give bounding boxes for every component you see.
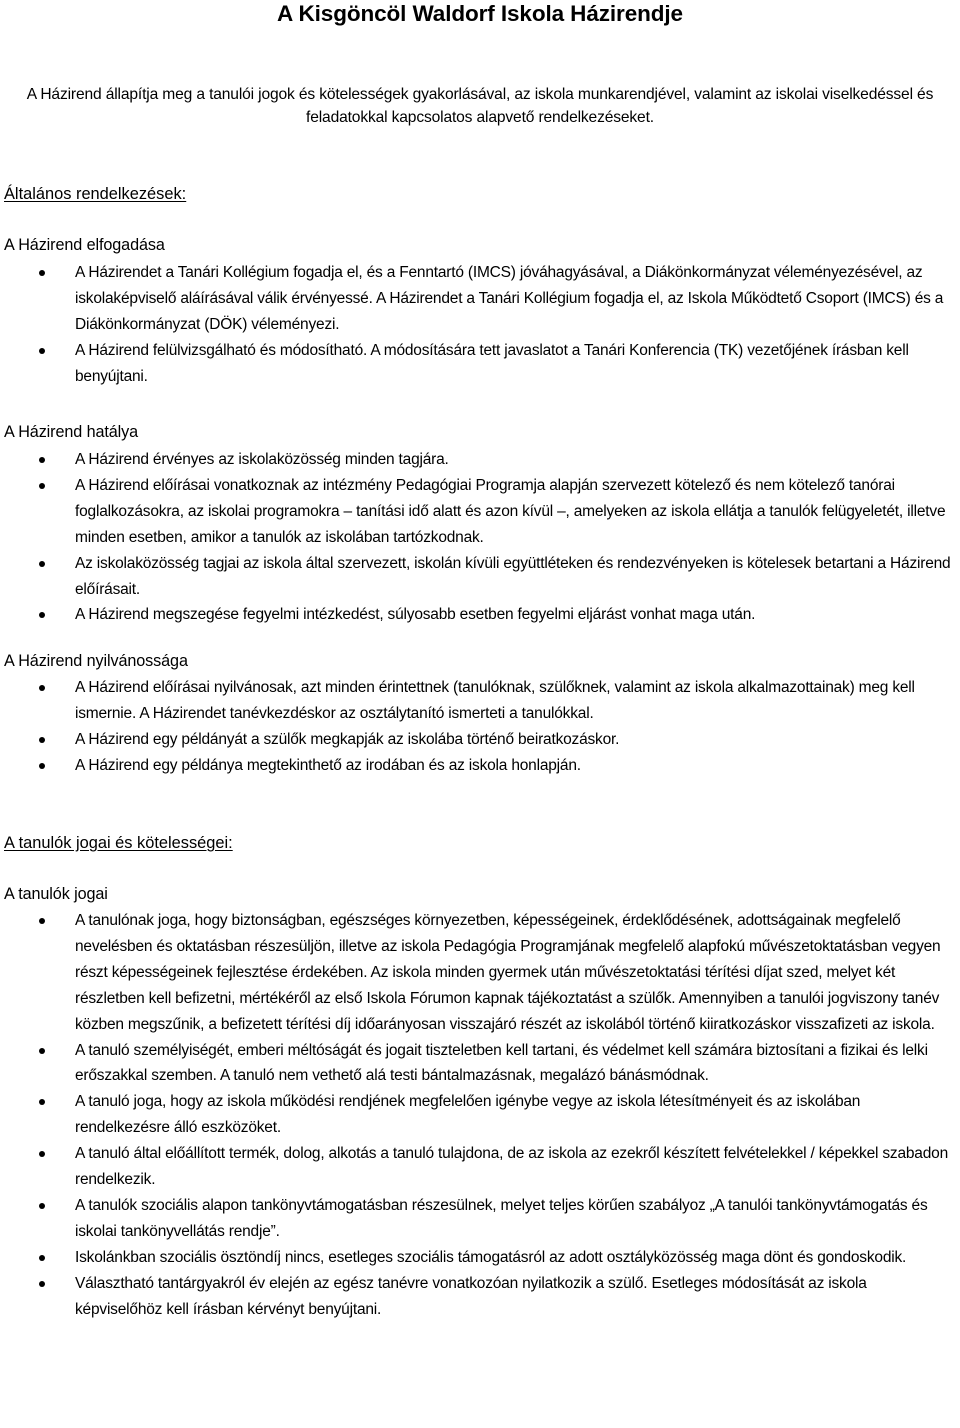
list-item-text: A Házirend érvényes az iskolaközösség minden tagjára. xyxy=(75,451,449,468)
list-item xyxy=(0,447,960,473)
bullet-icon xyxy=(39,1099,45,1105)
list-item xyxy=(0,1089,960,1141)
list-item xyxy=(0,675,960,727)
subheading-scope: A Házirend hatálya xyxy=(4,423,139,441)
list-item-text: A tanuló joga, hogy az iskola működési rendjének megfelelően igénybe vegye az iskola létesítményeit és az iskolában rendelkezésre álló eszközöket. xyxy=(75,1093,861,1137)
list-item-text: A Házirendet a Tanári Kollégium fogadja el, és a Fenntartó (IMCS) jóváhagyásával, a Diákönkormányzat véleményezésével, az iskolaképviselő aláírásával válik érvényessé. A Házirendet a Tanári Kollégium fogadja el, az Iskola Működtető Csoport (IMCS) és a Diákönkormányzat (DÖK) véleményezi. xyxy=(75,264,944,333)
bullet-icon xyxy=(39,348,45,354)
intro-paragraph: A Házirend állapítja meg a tanulói jogok és kötelességek gyakorlásával, az iskola munkarendjével, valamint az iskolai viselkedéssel és feladatokkal kapcsolatos alapvető rendelkezéseket. xyxy=(26,86,934,126)
bullet-icon xyxy=(39,1048,45,1054)
list-item-text: Iskolánkban szociális ösztöndíj nincs, esetleges szociális támogatásról az adott osztályközösség maga dönt és gondoskodik. xyxy=(75,1248,907,1266)
list-item xyxy=(0,727,960,753)
section-heading-general: Általános rendelkezések: xyxy=(4,185,187,203)
bullet-icon xyxy=(39,1203,45,1209)
list-item xyxy=(0,473,960,551)
bullet-icon xyxy=(39,918,45,924)
section-heading-student-rights: A tanulók jogai és kötelességei: xyxy=(4,834,233,852)
list-item-text: A Házirend előírásai vonatkoznak az intézmény Pedagógiai Programja alapján szervezett kötelező és nem kötelező tanórai foglalkozásokra, az iskolai programokra – tanítási idő alatt és azon kívül –, amelyeken az iskola ellátja a tanulók felügyeletét, illetve minden esetben, amikor a tanulók az iskolában tartózkodnak. xyxy=(75,476,946,546)
list-item-text: A tanulónak joga, hogy biztonságban, egészséges környezetben, képességeinek, érdeklődésének, adottságainak megfelelő nevelésben és oktatásban részesüljön, illetve az iskola Pedagógia Programjának megfelelő alapfokú művészetoktatásban vegyen részt képességeinek fejlesztése érdekében. Az iskola minden gyermek után művészetoktatási térítési díjat szed, melyet két részletben kell befizetni, mértékéről az első Iskola Fórumon kapnak tájékoztatást a szülők. Amennyiben a tanulói jogviszony tanév közben megszűnik, a befizetett térítési díj időarányosan visszajáró részét az iskolából történő kiiratkozáskor visszafizeti az iskola. xyxy=(75,912,941,1033)
list-item xyxy=(0,908,960,1038)
subheading-publicity: A Házirend nyilvánossága xyxy=(4,652,188,670)
list-publicity xyxy=(0,675,960,779)
list-rights xyxy=(0,908,960,1323)
bullet-icon xyxy=(39,612,45,618)
list-item xyxy=(0,1245,960,1271)
list-item xyxy=(0,753,960,779)
subheading-adoption: A Házirend elfogadása xyxy=(4,236,165,254)
list-item-text: A Házirend egy példánya megtekinthető az irodában és az iskola honlapján. xyxy=(75,756,581,774)
list-item-text: Az iskolaközösség tagjai az iskola által szervezett, iskolán kívüli együttléteken és rendezvényeken is kötelesek betartani a Házirend előírásait. xyxy=(75,554,951,598)
bullet-icon xyxy=(39,483,45,489)
list-item xyxy=(0,1038,960,1090)
list-scope xyxy=(0,447,960,628)
bullet-icon xyxy=(39,1151,45,1157)
list-item-text: A tanuló által előállított termék, dolog, alkotás a tanuló tulajdona, de az iskola az ezekről készített felvételekkel / képekkel szabadon rendelkezik. xyxy=(75,1145,948,1189)
bullet-icon xyxy=(39,1281,45,1287)
list-item-text: A tanulók szociális alapon tankönyvtámogatásban részesülnek, melyet teljes körűen szabályoz „A tanulói tankönyvtámogatás és iskolai tankönyvellátás rendje”. xyxy=(75,1196,928,1240)
list-item-text: A Házirend egy példányát a szülők megkapják az iskolába történő beiratkozáskor. xyxy=(75,730,620,748)
document-title: A Kisgöncöl Waldorf Iskola Házirendje xyxy=(277,1,683,26)
list-item xyxy=(0,551,960,603)
bullet-icon xyxy=(39,685,45,691)
bullet-icon xyxy=(39,763,45,769)
list-item-text: Választható tantárgyakról év elején az egész tanévre vonatkozóan nyilatkozik a szülő. Esetleges módosítását az iskola képviselőhöz kell írásban kérvényt benyújtani. xyxy=(75,1274,867,1318)
list-item-text: A Házirend megszegése fegyelmi intézkedést, súlyosabb esetben fegyelmi eljárást vonhat maga után. xyxy=(75,606,756,624)
list-item-text: A tanuló személyiségét, emberi méltóságát és jogait tiszteletben kell tartani, és védelmet kell számára biztosítani a fizikai és lelki erőszakkal szemben. A tanuló nem vethető alá testi bántalmazásnak, megalázó bánásmódnak. xyxy=(75,1041,928,1085)
list-item xyxy=(0,1193,960,1245)
list-item xyxy=(0,1271,960,1323)
list-item xyxy=(0,602,960,628)
list-item xyxy=(0,1141,960,1193)
bullet-icon xyxy=(39,457,45,463)
bullet-icon xyxy=(39,737,45,743)
list-item-text: A Házirend előírásai nyilvánosak, azt minden érintettnek (tanulóknak, szülőknek, valamint az iskola alkalmazottainak) meg kell ismernie. A Házirendet tanévkezdéskor az osztálytanító ismerteti a tanulókkal. xyxy=(75,679,915,722)
list-item-text: A Házirend felülvizsgálható és módosítható. A módosítására tett javaslatot a Tanári Konferencia (TK) vezetőjének írásban kell benyújtani. xyxy=(75,341,909,385)
bullet-icon xyxy=(39,270,45,276)
bullet-icon xyxy=(39,1255,45,1261)
list-adoption xyxy=(0,260,960,390)
list-item xyxy=(0,260,960,338)
list-item xyxy=(0,338,960,390)
subheading-rights: A tanulók jogai xyxy=(4,885,108,903)
bullet-icon xyxy=(39,561,45,567)
